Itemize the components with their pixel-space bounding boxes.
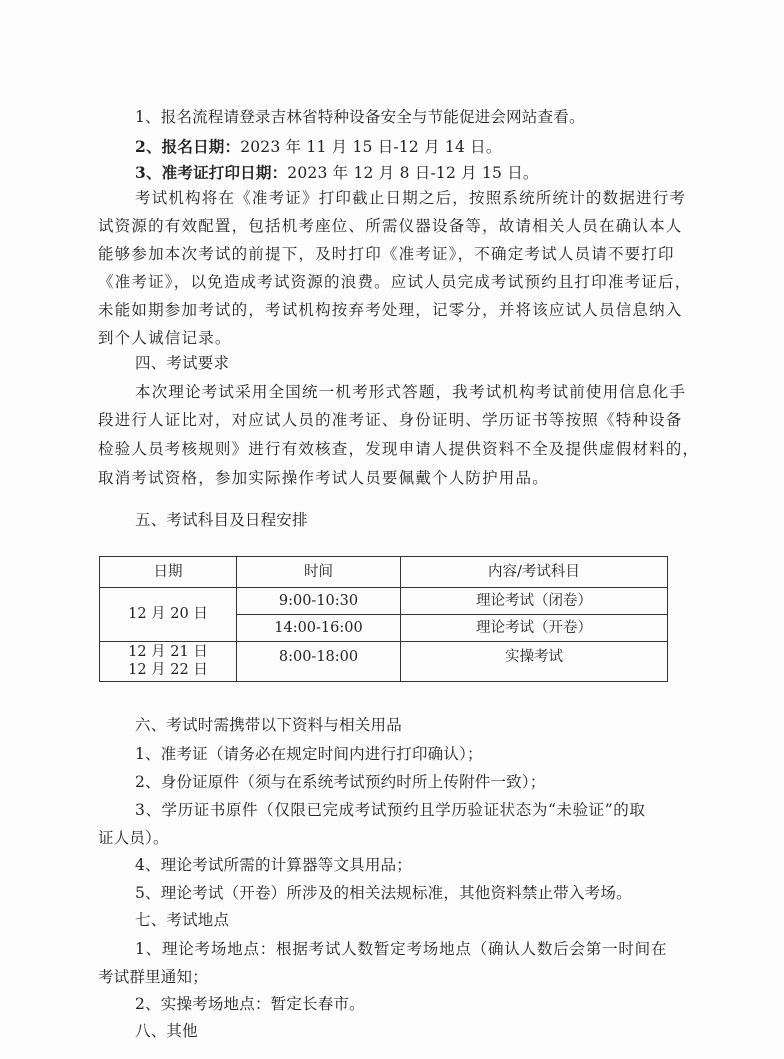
table-cell-content: 理论考试（开卷） [476, 620, 592, 636]
item-2 [135, 137, 502, 157]
section-6-item: 1、准考证（请务必在规定时间内进行打印确认）； [135, 745, 483, 763]
notice-line: 《准考证》，以免造成考试资源的浪费。应试人员完成考试预约且打印准考证后， [98, 273, 692, 291]
table-rule [237, 614, 667, 615]
table-cell-time: 14:00-16:00 [274, 620, 363, 636]
table-cell-content: 理论考试（闭卷） [476, 593, 592, 609]
section-4-title: 四、考试要求 [135, 354, 230, 372]
notice-line: 未能如期参加考试的，考试机构按弃考处理，记零分，并将该应试人员信息纳入 [98, 301, 683, 319]
table-header-time: 时间 [304, 564, 333, 580]
section-4-line: 检验人员考核规则》进行有效核查，发现申请人提供资料不全及提供虚假材料的， [98, 440, 700, 458]
section-7-item: 1、理论考场地点：根据考试人数暂定考场地点（确认人数后会第一时间在 [135, 940, 668, 958]
table-cell-time: 9:00-10:30 [278, 593, 359, 609]
table-cell-date: 12 月 22 日 [128, 662, 208, 678]
item-2-value: 2023 年 11 月 15 日-12 月 14 日。 [240, 138, 502, 156]
section-4-line: 取消考试资格，参加实际操作考试人员要佩戴个人防护用品。 [98, 469, 549, 487]
section-6-item: 3、学历证书原件（仅限已完成考试预约且学历验证状态为“未验证”的取 [135, 801, 646, 819]
item-1: 1、报名流程请登录吉林省特种设备安全与节能促进会网站查看。 [135, 108, 585, 126]
section-7-item: 考试群里通知； [98, 968, 208, 986]
table-rule [100, 641, 667, 642]
section-6-item: 2、身份证原件（须与在系统考试预约时所上传附件一致）； [135, 773, 546, 791]
notice-line: 能够参加本次考试的前提下，及时打印《准考证》，不确定考试人员请不要打印 [98, 245, 675, 263]
section-8-title: 八、其他 [135, 1022, 198, 1040]
item-2-label: 2、报名日期： [135, 137, 241, 156]
notice-line: 到个人诚信记录。 [98, 329, 232, 347]
item-3-label: 3、准考证打印日期： [135, 163, 288, 182]
schedule-table [99, 556, 668, 682]
item-3-value: 2023 年 12 月 8 日-12 月 15 日。 [287, 164, 539, 182]
section-4-line: 本次理论考试采用全国统一机考形式答题，我考试机构考试前使用信息化手 [135, 383, 687, 401]
notice-line: 试资源的有效配置，包括机考座位、所需仪器设备等，故请相关人员在确认本人 [98, 217, 683, 235]
table-cell-date: 12 月 21 日 [128, 644, 208, 660]
section-7-item: 2、实操考场地点：暂定长春市。 [135, 995, 365, 1013]
table-cell-content: 实操考试 [505, 649, 563, 665]
notice-line: 考试机构将在《准考证》打印截止日期之后，按照系统所统计的数据进行考 [135, 189, 687, 207]
section-6-item: 证人员）。 [98, 829, 169, 847]
section-4-line: 段进行人证比对，对应试人员的准考证、身份证明、学历证书等按照《特种设备 [98, 411, 683, 429]
table-header-content: 内容/考试科目 [488, 564, 580, 580]
table-cell-time: 8:00-18:00 [278, 649, 359, 665]
table-cell-date: 12 月 20 日 [128, 606, 208, 622]
section-6-item: 4、理论考试所需的计算器等文具用品； [135, 856, 412, 874]
section-6-item: 5、理论考试（开卷）所涉及的相关法规标准，其他资料禁止带入考场。 [135, 884, 632, 902]
section-5-title: 五、考试科目及日程安排 [135, 511, 308, 529]
section-6-title: 六、考试时需携带以下资料与相关用品 [135, 716, 402, 734]
section-7-title: 七、考试地点 [135, 911, 230, 929]
item-3 [135, 163, 539, 183]
table-header-date: 日期 [153, 564, 183, 580]
table-rule [100, 587, 667, 588]
